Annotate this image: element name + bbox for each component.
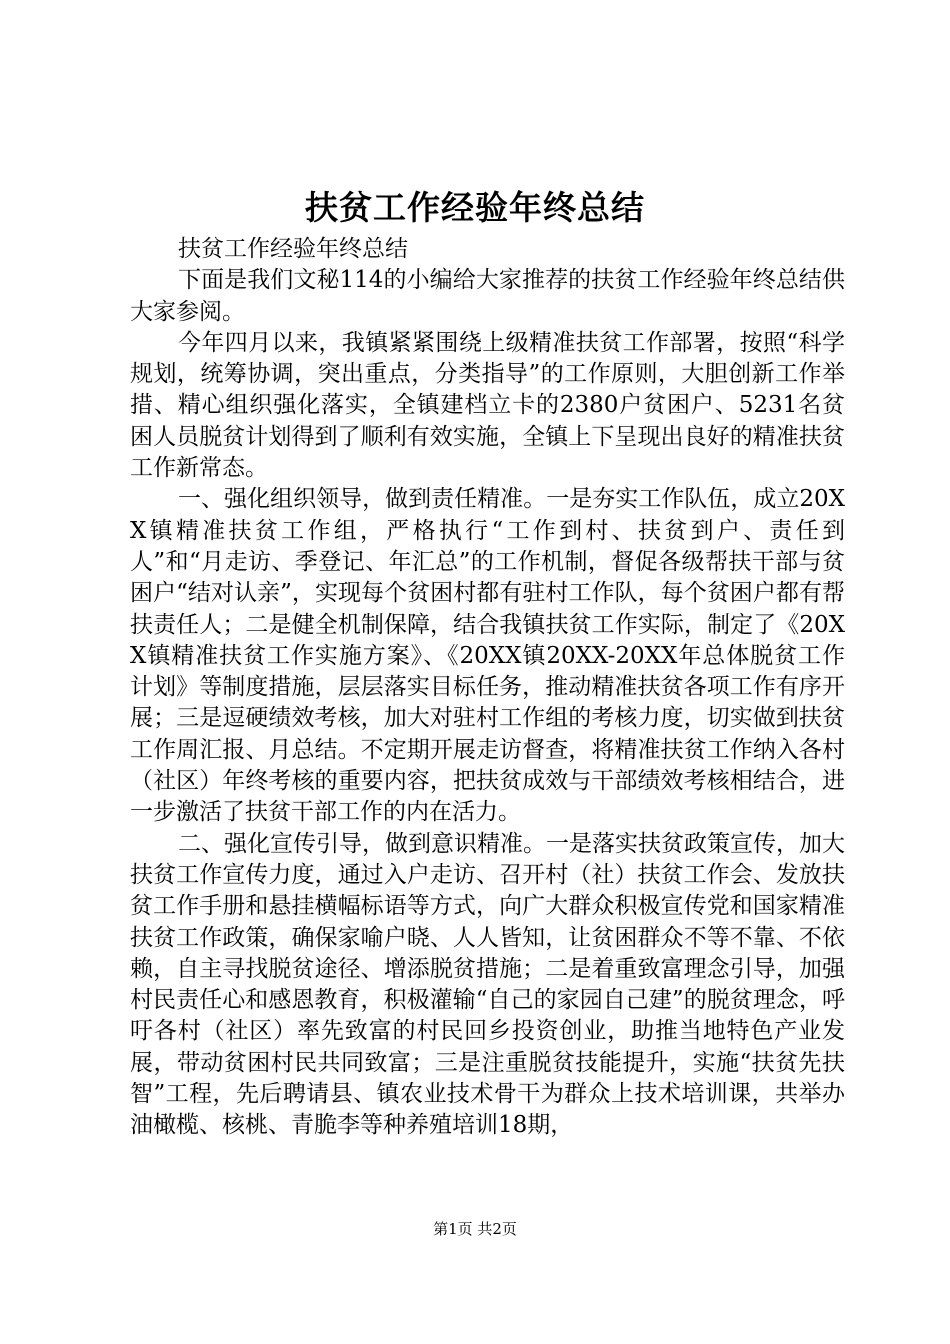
paragraph-overview: 今年四月以来，我镇紧紧围绕上级精准扶贫工作部署，按照“科学规划，统筹协调，突出重点，分类指导”的工作原则，大胆创新工作举措、精心组织强化落实，全镇建档立卡的2380户贫困户、5231名贫困人员脱贫计划得到了顺利有效实施，全镇上下呈现出良好的精准扶贫工作新常态。 <box>130 329 845 482</box>
paragraph-section-two: 二、强化宣传引导，做到意识精准。一是落实扶贫政策宣传，加大扶贫工作宣传力度，通过入户走访、召开村（社）扶贫工作会、发放扶贫工作手册和悬挂横幅标语等方式，向广大群众积极宣传党和国家精准扶贫工作政策，确保家喻户晓、人人皆知，让贫困群众不等不靠、不依赖，自主寻找脱贫途径、增添脱贫措施；二是着重致富理念引导，加强村民责任心和感恩教育，积极灌输“自己的家园自己建”的脱贫理念，呼吁各村（社区）率先致富的村民回乡投资创业，助推当地特色产业发展，带动贫困村民共同致富；三是注重脱贫技能提升，实施“扶贫先扶智”工程，先后聘请县、镇农业技术骨干为群众上技术培训课，共举办油橄榄、核桃、青脆李等种养殖培训18期， <box>130 830 845 1139</box>
document-subtitle: 扶贫工作经验年终总结 <box>178 236 408 262</box>
paragraph-section-one: 一、强化组织领导，做到责任精准。一是夯实工作队伍，成立20XX镇精准扶贫工作组，严格执行“工作到村、扶贫到户、责任到人”和“月走访、季登记、年汇总”的工作机制，督促各级帮扶干部与贫困户“结对认亲”，实现每个贫困村都有驻村工作队，每个贫困户都有帮扶责任人；二是健全机制保障，结合我镇扶贫工作实际，制定了《20XX镇精准扶贫工作实施方案》、《20XX镇20XX-20XX年总体脱贫工作计划》等制度措施，层层落实目标任务，推动精准扶贫各项工作有序开展；三是逗硬绩效考核，加大对驻村工作组的考核力度，切实做到扶贫工作周汇报、月总结。不定期开展走访督查，将精准扶贫工作纳入各村（社区）年终考核的重要内容，把扶贫成效与干部绩效考核相结合，进一步激活了扶贫干部工作的内在活力。 <box>130 486 845 826</box>
page-footer: 第1页 共2页 <box>433 1220 517 1238</box>
document-body <box>130 234 845 1142</box>
paragraph-intro: 下面是我们文秘114的小编给大家推荐的扶贫工作经验年终总结供大家参阅。 <box>130 267 845 325</box>
document-title: 扶贫工作经验年终总结 <box>305 188 645 227</box>
